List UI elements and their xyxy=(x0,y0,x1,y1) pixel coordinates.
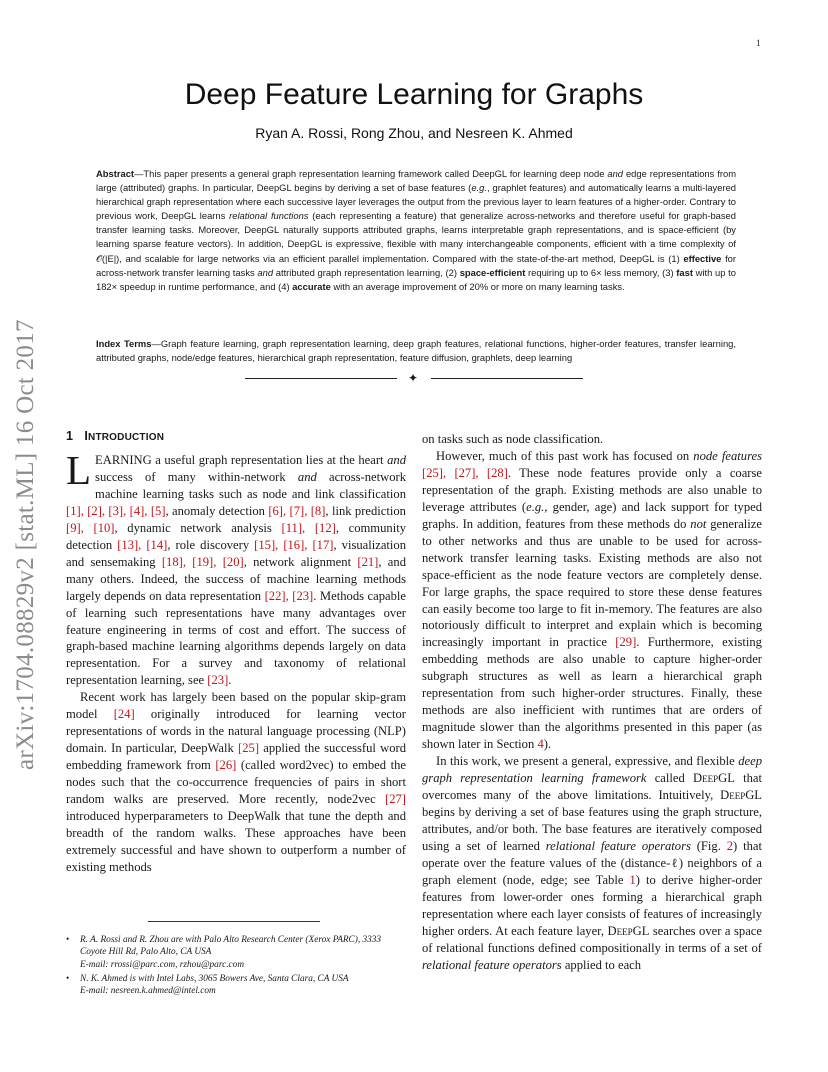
citation-link[interactable]: [13], [14] xyxy=(117,537,168,552)
index-terms-label: Index Terms xyxy=(96,338,152,349)
separator-line-left xyxy=(245,378,397,379)
citation-link[interactable]: [21] xyxy=(357,554,379,569)
abstract-label: Abstract xyxy=(96,168,135,179)
footnote-item: • R. A. Rossi and R. Zhou are with Palo Alto Research Center (Xerox PARC), 3333 Coyote Hill Rd, Palo Alto, CA USA E-mail: rrossi@parc.com, rzhou@parc.com xyxy=(66,934,406,971)
citation-link[interactable]: [27] xyxy=(385,792,406,807)
right-paragraph-2: However, much of this past work has focused on node features [25], [27], [28]. These node features provide only a coarse representation of the graph. Existing methods are also unable to leverage attributes (e.g., gender, age) and lack support for typed graphs. In addition, features from these methods do not generalize to other networks and thus are unable to be used for across-network transfer learning tasks. Existing methods are also not space-efficient as the node feature vectors are completely dense. For large graphs, the space required to store these dense features can easily become too large to fit in-memory. The features are also notoriously difficult to interpret and explain which is becoming increasingly important in practice [29]. Furthermore, existing embedding methods are also unable to capture higher-order subgraph structures as well as learn a hierarchical graph representation from such higher-order structures. Finally, these methods are also inefficient with runtimes that are orders of magnitude slower than the algorithms presented in this paper (as shown later in Section 4). xyxy=(422,448,763,752)
right-column xyxy=(422,431,762,974)
intro-paragraph-1: LEARNING a useful graph representation lies at the heart and success of many within-network and across-network machine learning tasks such as node and link classification [1], [2], [3], [4], [5], anomaly detection [6], [7], [8], link prediction [9], [10], dynamic network analysis [11], [12], community detection [13], [14], role discovery [15], [16], [17], visualization and sensemaking [18], [19], [20], network alignment [21], and many others. Indeed, the success of machine learning methods largely depends on data representation [22], [23]. Methods capable of learning such representations have many advantages over feature engineering in terms of cost and effort. The success of graph-based machine learning algorithms depends largely on data representation. For a survey and taxonomy of relational representation learning, see [23]. xyxy=(66,447,407,688)
arxiv-identifier: arXiv:1704.08829v2 [stat.ML] 16 Oct 2017 xyxy=(12,319,39,770)
citation-link[interactable]: [22], [23] xyxy=(264,588,314,603)
citation-link[interactable]: [25] xyxy=(238,741,260,756)
separator-ornament-icon: ✦ xyxy=(408,371,419,385)
citation-link[interactable]: [11], [12] xyxy=(281,520,336,535)
citation-link[interactable]: [24] xyxy=(113,707,135,722)
section-reference-link[interactable]: 4 xyxy=(537,737,544,752)
citation-link[interactable]: [1], [2], [3], [4], [5] xyxy=(66,503,166,518)
abstract: Abstract—This paper presents a general graph representation learning framework called DeepGL for learning deep node and edge representations from large (attributed) graphs. In particular, DeepGL begins by deriving a set of base features (e.g., graphlet features) and automatically learns a multi-layered hierarchical graph representation where each successive layer leverages the output from the previous layer to learn features of a higher-order. Contrary to previous work, DeepGL learns relational functions (each representing a feature) that generalize across-networks and therefore useful for graph-based transfer learning tasks. Moreover, DeepGL naturally supports attributed graphs, learns interpretable graph representations, and is space-efficient (by learning sparse feature vectors). In addition, DeepGL is expressive, flexible with many interchangeable components, efficient with a time complexity of 𝒪(|E|), and scalable for large networks via an efficient parallel implementation. Compared with the state-of-the-art method, DeepGL is (1) effective for across-network transfer learning tasks and attributed graph representation learning, (2) space-efficient requiring up to 6× less memory, (3) fast with up to 182× speedup in runtime performance, and (4) accurate with an average improvement of 20% or more on many learning tasks. xyxy=(96,168,737,292)
citation-link[interactable]: [18], [19], [20] xyxy=(161,554,244,569)
right-paragraph-1: on tasks such as node classification. xyxy=(422,432,604,446)
section-separator xyxy=(245,371,585,385)
footnotes xyxy=(66,934,406,999)
page-number: 1 xyxy=(756,38,761,48)
citation-link[interactable]: [15], [16], [17] xyxy=(254,537,334,552)
footnote-item: • N. K. Ahmed is with Intel Labs, 3065 Bowers Ave, Santa Clara, CA USA E-mail: nesreen.k.ahmed@intel.com xyxy=(66,973,406,998)
paper-title: Deep Feature Learning for Graphs xyxy=(184,78,644,111)
separator-line-right xyxy=(431,378,583,379)
section-heading-introduction: 1 INTRODUCTION xyxy=(66,429,165,443)
index-terms: Index Terms—Graph feature learning, graph representation learning, deep graph features, relational functions, higher-order features, transfer learning, attributed graphs, node/edge features, hierarchical graph representation, feature diffusion, graphlets, deep learning xyxy=(96,338,736,364)
drop-cap: L xyxy=(66,447,92,493)
citation-link[interactable]: [25], [27], [28] xyxy=(422,465,508,480)
right-paragraph-3: In this work, we present a general, expressive, and flexible deep graph representation learning framework called DeepGL that overcomes many of the above limitations. Intuitively, DeepGL begins by deriving a set of base features using the graph structure, attributes, and/or both. The base features are iteratively composed using a set of learned relational feature operators (Fig. 2) that operate over the feature values of the (distance-ℓ) neighbors of a graph element (node, edge; see Table 1) to derive higher-order features from lower-order ones forming a hierarchical graph representation where each layer consists of features of increasingly higher orders. At each feature layer, DeepGL searches over a space of relational functions defined compositionally in terms of a set of relational feature operators applied to each xyxy=(422,754,762,972)
footnote-rule xyxy=(148,921,320,922)
figure-reference-link[interactable]: 2 xyxy=(726,838,734,853)
citation-link[interactable]: [6], [7], [8] xyxy=(268,503,326,518)
citation-link[interactable]: [23] xyxy=(207,673,229,688)
left-column xyxy=(66,429,406,876)
intro-paragraph-2: Recent work has largely been based on the popular skip-gram model [24] originally introduced for learning vector representations of words in the natural language processing (NLP) domain. In particular, DeepWalk [25] applied the successful word embedding framework from [26] (called word2vec) to embed the nodes such that the co-occurrence frequencies of pairs in short random walks are preserved. More recently, node2vec [27] introduced hyperparameters to DeepWalk that tune the depth and breadth of the random walks. These approaches have been extremely successful and have shown to outperform a number of existing methods xyxy=(66,690,406,874)
paper-authors: Ryan A. Rossi, Rong Zhou, and Nesreen K. Ahmed xyxy=(255,125,573,141)
citation-link[interactable]: [9], [10] xyxy=(66,520,115,535)
citation-link[interactable]: [26] xyxy=(215,758,237,773)
table-reference-link[interactable]: 1 xyxy=(629,872,636,887)
citation-link[interactable]: [29] xyxy=(615,635,637,650)
